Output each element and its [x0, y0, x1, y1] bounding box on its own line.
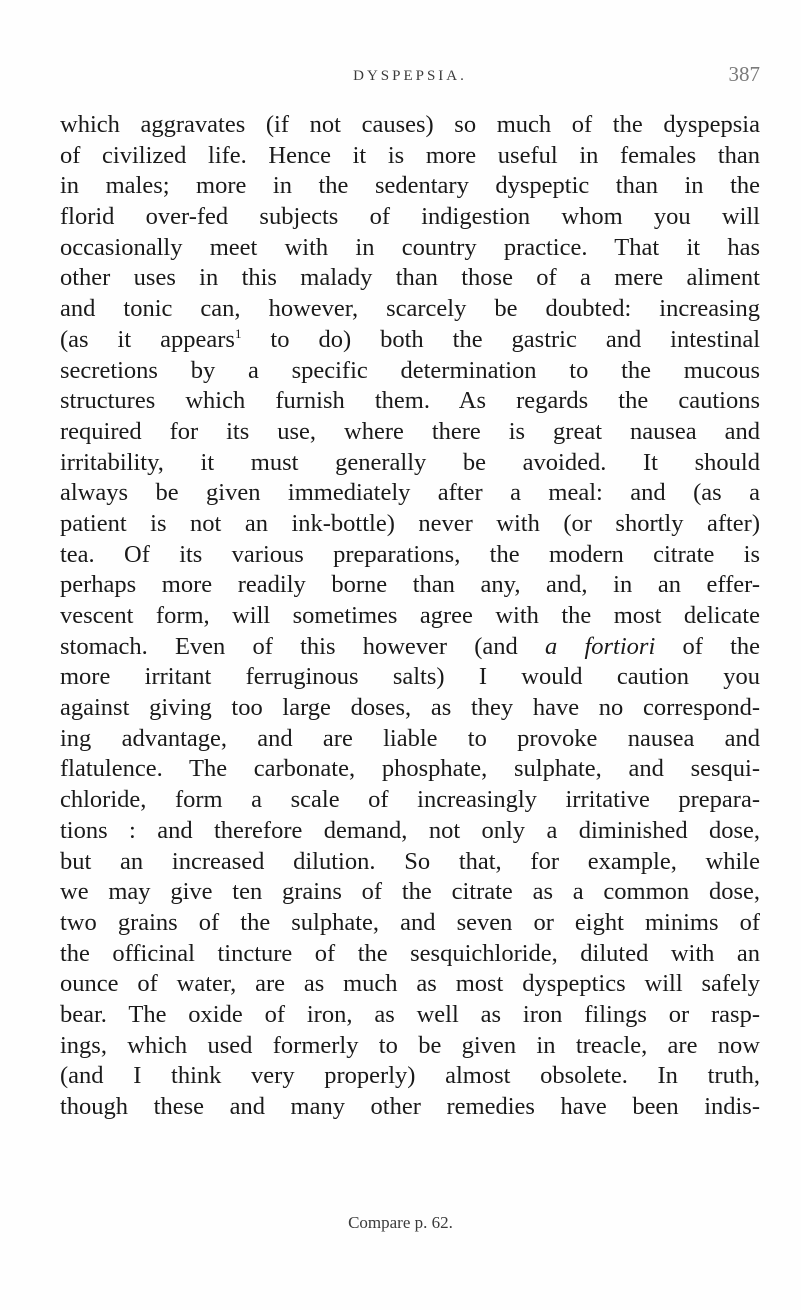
text-line: florid over-fed subjects of indigestion whom you will	[60, 203, 760, 231]
text-line: chloride, form a scale of increasingly irritative prepara-	[60, 786, 760, 814]
text-line-with-italic	[60, 632, 760, 663]
text-line: ings, which used formerly to be given in treacle, are now	[60, 1031, 760, 1059]
text-line: tions : and therefore demand, not only a diminished dose,	[60, 816, 760, 844]
text-line: structures which furnish them. As regards the cautions	[60, 387, 760, 415]
footnote: Compare p. 62.	[348, 1213, 453, 1232]
text-line: ing advantage, and are liable to provoke nausea and	[60, 724, 760, 752]
text-line: tea. Of its various preparations, the modern citrate is	[60, 540, 760, 568]
text-line: perhaps more readily borne than any, and, in an effer-	[60, 571, 760, 599]
text-line: patient is not an ink-bottle) never with (or shortly after)	[60, 509, 760, 537]
text-line: bear. The oxide of iron, as well as iron filings or rasp-	[60, 1000, 760, 1028]
italic-phrase: a fortiori	[545, 632, 656, 660]
text-line: the officinal tincture of the sesquichloride, diluted with an	[60, 939, 760, 967]
text-line: secretions by a specific determination to the mucous	[60, 356, 760, 384]
text-line: in males; more in the sedentary dyspeptic than in the	[60, 172, 760, 200]
text-line: against giving too large doses, as they have no correspond-	[60, 694, 760, 722]
page-number: 387	[728, 62, 760, 86]
text-line: two grains of the sulphate, and seven or eight minims of	[60, 908, 760, 936]
running-title: DYSPEPSIA.	[353, 68, 467, 84]
text-line: flatulence. The carbonate, phosphate, sulphate, and sesqui-	[60, 755, 760, 783]
text-fragment: of the	[655, 632, 760, 660]
text-line: required for its use, where there is great nausea and	[60, 417, 760, 445]
text-line: we may give ten grains of the citrate as a common dose,	[60, 878, 760, 906]
text-line: other uses in this malady than those of a mere aliment	[60, 264, 760, 292]
text-line: though these and many other remedies have been indis-	[60, 1093, 760, 1120]
text-line: which aggravates (if not causes) so much of the dyspepsia	[60, 111, 760, 138]
text-line: and tonic can, however, scarcely be doubted: increasing	[60, 295, 760, 323]
text-line: more irritant ferruginous salts) I would caution you	[60, 663, 760, 691]
text-line: of civilized life. Hence it is more useful in females than	[60, 141, 760, 169]
text-line: vescent form, will sometimes agree with the most delicate	[60, 602, 760, 629]
body-text	[60, 110, 760, 1123]
text-line: ounce of water, are as much as most dyspeptics will safely	[60, 970, 760, 998]
text-line: occasionally meet with in country practice. That it has	[60, 233, 760, 261]
footnote-marker: 1	[234, 325, 242, 341]
text-line: irritability, it must generally be avoided. It should	[60, 448, 760, 476]
text-fragment: (as it appears	[60, 325, 235, 353]
text-fragment: stomach. Even of this however (and	[60, 632, 518, 660]
text-line-with-footnote-ref	[60, 325, 760, 356]
text-line: but an increased dilution. So that, for example, while	[60, 847, 760, 875]
text-line: always be given immediately after a meal: and (as a	[60, 479, 760, 507]
text-fragment: to do) both the gastric and intestinal	[241, 325, 760, 353]
text-line: (and I think very properly) almost obsolete. In truth,	[60, 1062, 760, 1090]
running-head	[60, 62, 760, 94]
